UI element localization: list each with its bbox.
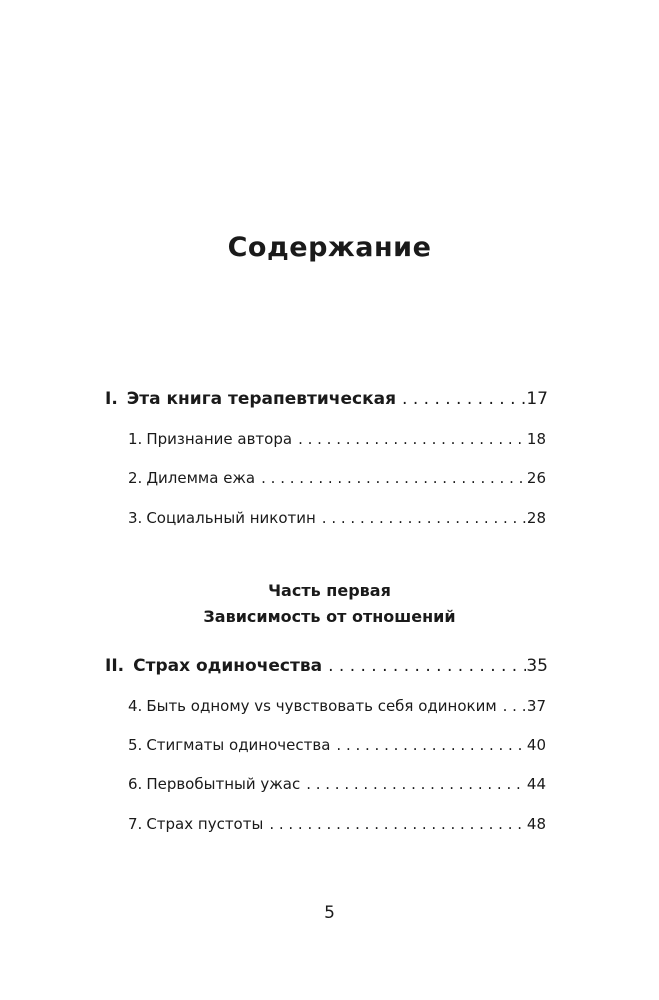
toc-entry-chapter-1[interactable] bbox=[128, 430, 546, 448]
toc-chapter-number: 4. bbox=[128, 697, 143, 715]
toc-page-number: 35 bbox=[526, 656, 548, 676]
toc-entry-chapter-4[interactable] bbox=[128, 697, 546, 715]
toc-leader-dots bbox=[300, 775, 527, 793]
toc-chapter-title: Стигматы одиночества bbox=[146, 736, 331, 754]
toc-entry-chapter-5[interactable] bbox=[128, 736, 546, 754]
toc-leader-dots bbox=[497, 697, 527, 715]
toc-leader-dots bbox=[263, 815, 527, 833]
toc-part-title: Эта книга терапевтическая bbox=[126, 389, 397, 409]
toc-page-number: 44 bbox=[526, 775, 546, 793]
toc-chapter-title: Социальный никотин bbox=[146, 509, 316, 527]
toc-entry-chapter-3[interactable] bbox=[128, 509, 546, 527]
toc-leader-dots bbox=[255, 469, 527, 487]
toc-chapter-title: Страх пустоты bbox=[146, 815, 264, 833]
page-title: Содержание bbox=[227, 232, 432, 263]
toc-entry-part-2[interactable] bbox=[105, 656, 548, 676]
toc-chapter-number: 7. bbox=[128, 815, 143, 833]
toc-chapter-title: Быть одному vs чувствовать себя одиноким bbox=[146, 697, 497, 715]
toc-chapter-number: 3. bbox=[128, 509, 143, 527]
toc-chapter-title: Первобытный ужас bbox=[146, 775, 301, 793]
toc-leader-dots bbox=[316, 509, 527, 527]
toc-entry-chapter-7[interactable] bbox=[128, 815, 546, 833]
toc-leader-dots bbox=[396, 389, 526, 409]
toc-page-number: 37 bbox=[526, 697, 546, 715]
toc-part-number: I. bbox=[105, 389, 118, 409]
toc-entry-part-1[interactable] bbox=[105, 389, 548, 409]
toc-chapter-title: Признание автора bbox=[146, 430, 293, 448]
toc-page-number: 18 bbox=[526, 430, 546, 448]
section-heading-line-1: Часть первая bbox=[268, 581, 391, 600]
toc-chapter-number: 6. bbox=[128, 775, 143, 793]
toc-chapter-title: Дилемма ежа bbox=[146, 469, 256, 487]
toc-chapter-number: 2. bbox=[128, 469, 143, 487]
toc-chapter-number: 5. bbox=[128, 736, 143, 754]
page-number: 5 bbox=[324, 903, 335, 923]
toc-chapter-number: 1. bbox=[128, 430, 143, 448]
section-heading bbox=[0, 578, 659, 630]
toc-leader-dots bbox=[322, 656, 526, 676]
toc-page-number: 17 bbox=[526, 389, 548, 409]
toc-page-number: 40 bbox=[526, 736, 546, 754]
section-heading-line-2: Зависимость от отношений bbox=[203, 607, 456, 626]
toc-page-number: 26 bbox=[526, 469, 546, 487]
toc-page-number: 28 bbox=[526, 509, 546, 527]
toc-leader-dots bbox=[330, 736, 527, 754]
toc-leader-dots bbox=[292, 430, 527, 448]
toc-entry-chapter-2[interactable] bbox=[128, 469, 546, 487]
toc-page-number: 48 bbox=[526, 815, 546, 833]
toc-part-title: Страх одиночества bbox=[133, 656, 323, 676]
toc-part-number: II. bbox=[105, 656, 125, 676]
toc-entry-chapter-6[interactable] bbox=[128, 775, 546, 793]
